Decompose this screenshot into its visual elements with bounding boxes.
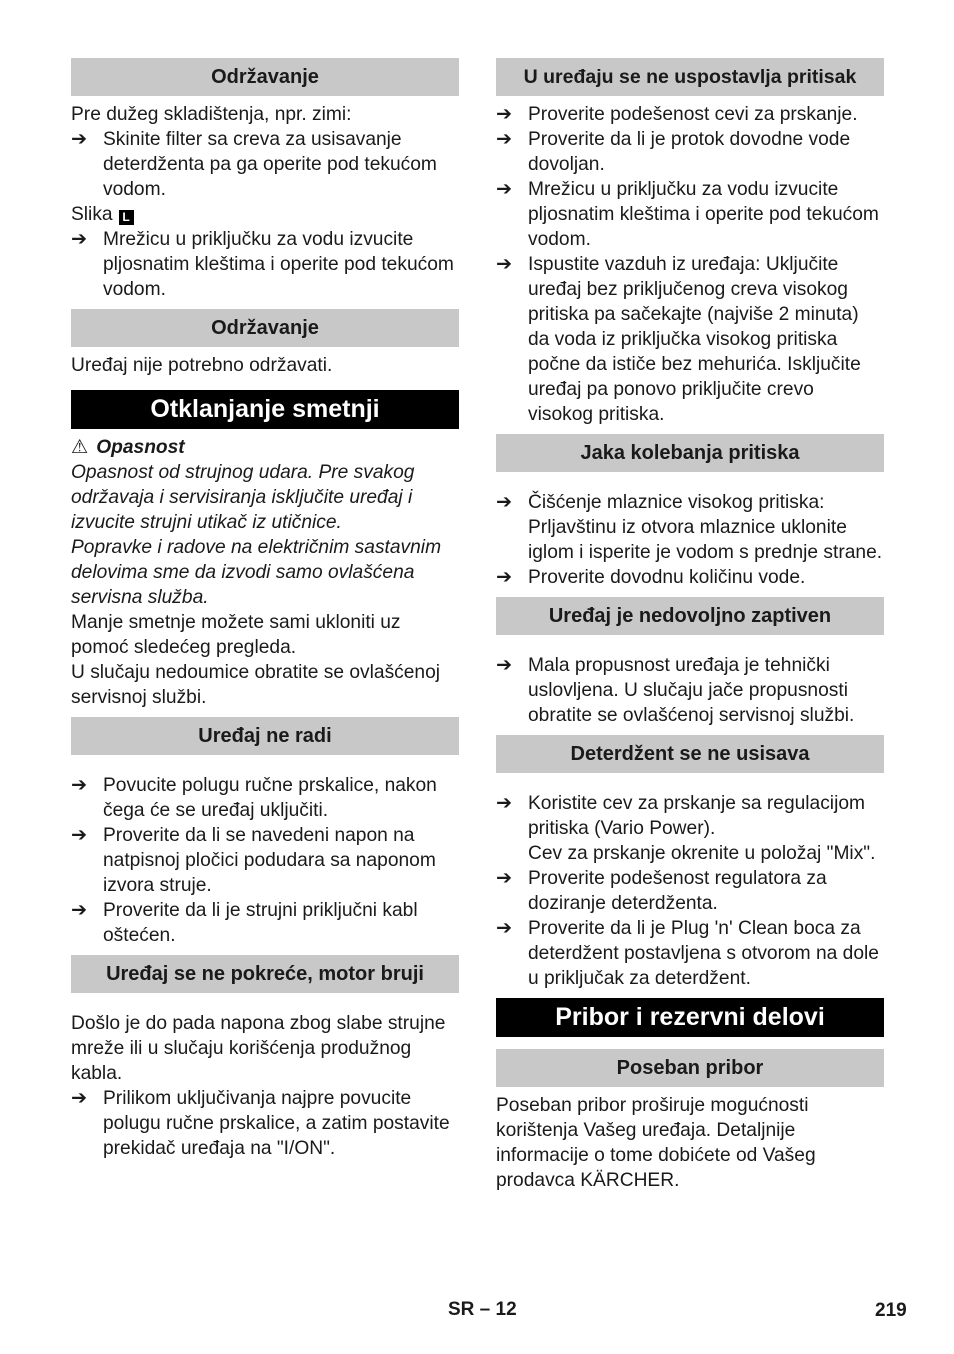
arrow-right-icon: ➔: [71, 229, 88, 250]
bullet-text: Prilikom uključivanja najpre povucite polugu ručne prskalice, a zatim postavite prekidač uređaja na "I/ON".: [103, 1088, 450, 1159]
warning-icon: ⚠: [71, 437, 89, 458]
bullet-text: Mrežicu u priključku za vodu izvucite pljosnatim kleštima i operite pod tekućom vodom.: [103, 229, 454, 300]
section-heading-kolebanja: Jaka kolebanja pritiska: [496, 434, 884, 472]
bullet-text: Proverite da li je protok dovodne vode dovoljan.: [528, 129, 851, 175]
section-heading-ne-pokrece: Uređaj se ne pokreće, motor bruji: [71, 955, 459, 993]
spacer: [496, 641, 884, 653]
arrow-right-icon: ➔: [496, 655, 513, 676]
warning-text: Opasnost od strujnog udara. Pre svakog održavaja i servisiranja isključite uređaj i izvucite strujni utikač iz utičnice.: [71, 462, 415, 533]
bullet-continuation: Cev za prskanje okrenite u položaj "Mix".: [528, 843, 876, 864]
bullet-text: Proverite podešenost regulatora za doziranje deterdženta.: [528, 868, 827, 914]
warning-label: Opasnost: [96, 437, 185, 458]
bullet-text: Čišćenje mlaznice visokog pritiska: Prljavštinu iz otvora mlaznice uklonite iglom i isperite je vodom s prednje strane.: [528, 492, 883, 563]
warning-heading: [71, 435, 459, 460]
bullet-text: Mrežicu u priključku za vodu izvucite pljosnatim kleštima i operite pod tekućom vodom.: [528, 179, 879, 250]
bullet-item: [496, 252, 884, 427]
section-heading-zaptiven: Uređaj je nedovoljno zaptiven: [496, 597, 884, 635]
bullet-item: [71, 773, 459, 823]
bullet-text: Proverite da li se navedeni napon na natpisnoj pločici podudara sa naponom izvora struje.: [103, 825, 436, 896]
bullet-item: [71, 898, 459, 948]
section-heading-ne-radi: Uređaj ne radi: [71, 717, 459, 755]
arrow-right-icon: ➔: [496, 793, 513, 814]
bullet-item: [496, 177, 884, 252]
bullet-text: Povucite polugu ručne prskalice, nakon čega će se uređaj uključiti.: [103, 775, 437, 821]
section-heading-deterdzent: Deterdžent se ne usisava: [496, 735, 884, 773]
arrow-right-icon: ➔: [496, 868, 513, 889]
arrow-right-icon: ➔: [71, 900, 88, 921]
bullet-text: Mala propusnost uređaja je tehnički uslovljena. U slučaju jače propusnosti obratite se ovlašćenoj servisnoj službi.: [528, 655, 855, 726]
spacer: [71, 761, 459, 773]
bullet-text: Proverite dovodnu količinu vode.: [528, 567, 806, 588]
figure-reference: [71, 202, 459, 227]
section-heading-poseban-pribor: Poseban pribor: [496, 1049, 884, 1087]
arrow-right-icon: ➔: [496, 567, 513, 588]
bullet-text: Proverite podešenost cevi za prskanje.: [528, 104, 858, 125]
bullet-item: [71, 1086, 459, 1161]
section-heading-odrzavanje: Održavanje: [71, 58, 459, 96]
page-number: 219: [875, 1300, 907, 1321]
bullet-item: [496, 916, 884, 991]
spacer: [496, 779, 884, 791]
left-column: [71, 58, 459, 1161]
figure-ref-box: L: [119, 210, 134, 225]
arrow-right-icon: ➔: [496, 918, 513, 939]
bullet-item: [496, 127, 884, 177]
arrow-right-icon: ➔: [496, 179, 513, 200]
arrow-right-icon: ➔: [71, 129, 88, 150]
bullet-item: [496, 565, 884, 590]
section-heading-pritisak: U uređaju se ne uspostavlja pritisak: [496, 58, 884, 96]
arrow-right-icon: ➔: [496, 492, 513, 513]
paragraph: U slučaju nedoumice obratite se ovlašćenoj servisnoj službi.: [71, 662, 441, 708]
footer-section-label: SR – 12: [448, 1299, 517, 1320]
bullet-text: Ispustite vazduh iz uređaja: Uključite uređaj bez priključenog creva visokog pritiska pa sačekajte (najviše 2 minuta) da voda iz priključka visokog pritiska počne da ističe bez mehurića. Isključite uređaj pa ponovo priključite crevo visokog pritiska.: [528, 254, 861, 425]
right-column: [496, 58, 884, 1193]
bullet-text: Skinite filter sa creva za usisavanje deterdženta pa ga operite pod tekućom vodom.: [103, 129, 437, 200]
chapter-heading-otklanjanje: Otklanjanje smetnji: [71, 390, 459, 429]
bullet-text: Proverite da li je Plug 'n' Clean boca za deterdžent postavljena s otvorom na dole u priključak za deterdžent.: [528, 918, 879, 989]
arrow-right-icon: ➔: [71, 1088, 88, 1109]
arrow-right-icon: ➔: [71, 775, 88, 796]
arrow-right-icon: ➔: [71, 825, 88, 846]
bullet-item: [496, 490, 884, 565]
spacer: [71, 999, 459, 1011]
bullet-item: [496, 653, 884, 728]
spacer: [496, 478, 884, 490]
section-heading-odrzavanje-2: Održavanje: [71, 309, 459, 347]
warning-text: Popravke i radove na električnim sastavnim delovima sme da izvodi samo ovlašćena servisna služba.: [71, 537, 442, 608]
paragraph: Manje smetnje možete sami ukloniti uz pomoć sledećeg pregleda.: [71, 612, 401, 658]
bullet-item: [71, 823, 459, 898]
arrow-right-icon: ➔: [496, 254, 513, 275]
chapter-heading-pribor: Pribor i rezervni delovi: [496, 998, 884, 1037]
paragraph: Došlo je do pada napona zbog slabe strujne mreže ili u slučaju korišćenja produžnog kabla.: [71, 1013, 446, 1084]
paragraph: Uređaj nije potrebno održavati.: [71, 355, 333, 376]
bullet-item: [496, 791, 884, 841]
arrow-right-icon: ➔: [496, 129, 513, 150]
bullet-item: [496, 102, 884, 127]
arrow-right-icon: ➔: [496, 104, 513, 125]
bullet-item: [71, 127, 459, 202]
paragraph: Poseban pribor proširuje mogućnosti korištenja Vašeg uređaja. Detaljnije informacije o tome dobićete od Vašeg prodavca KÄRCHER.: [496, 1095, 816, 1191]
bullet-text: Koristite cev za prskanje sa regulacijom pritiska (Vario Power).: [528, 793, 865, 839]
bullet-item: [496, 866, 884, 916]
bullet-text: Proverite da li je strujni priključni kabl oštećen.: [103, 900, 418, 946]
figure-label: Slika: [71, 204, 113, 225]
paragraph: Pre dužeg skladištenja, npr. zimi:: [71, 104, 352, 125]
bullet-item: [71, 227, 459, 302]
